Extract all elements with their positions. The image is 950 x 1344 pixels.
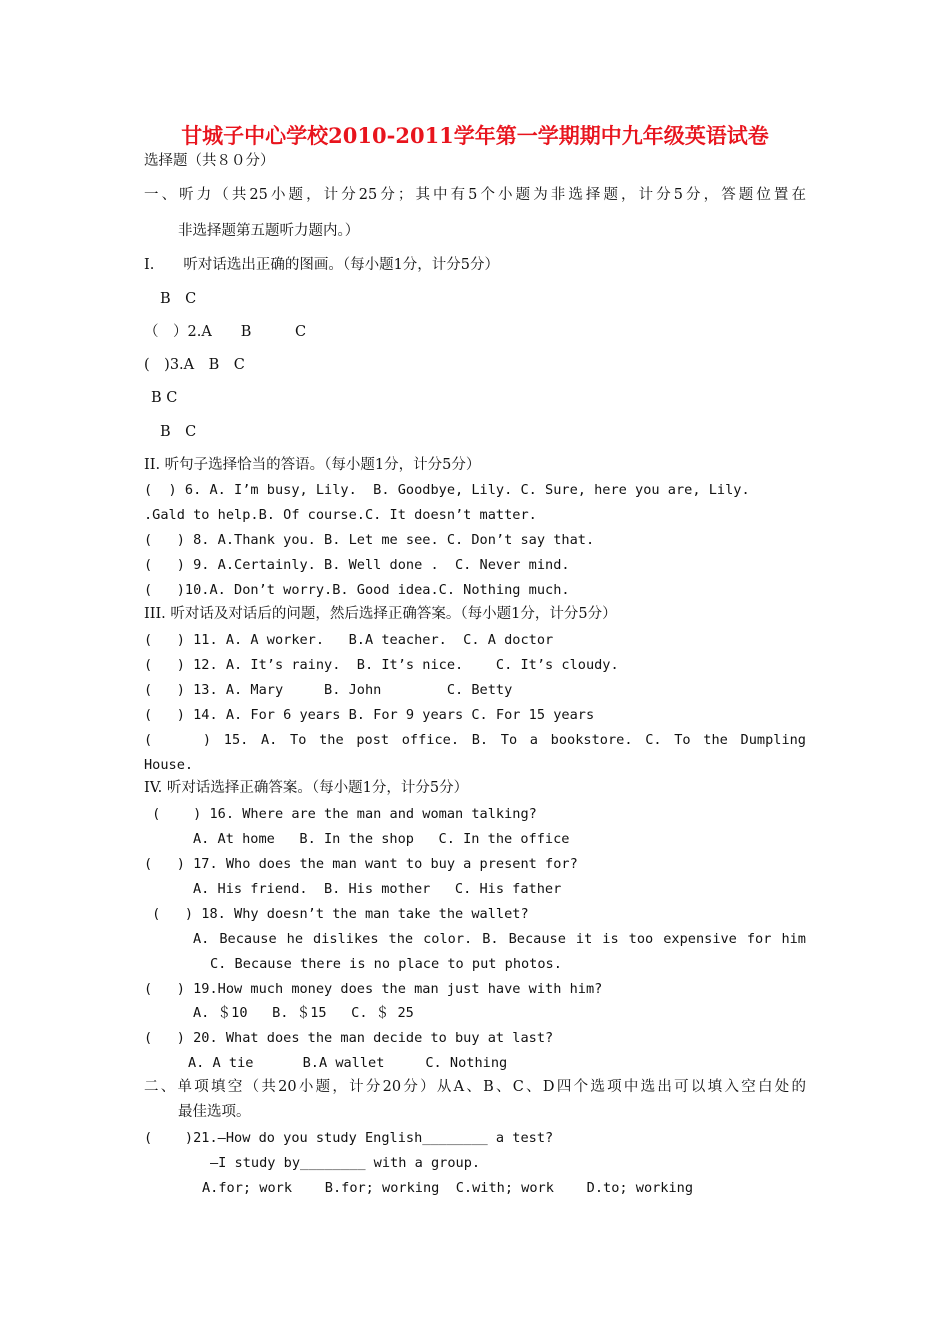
question-18: ( ) 18. Why doesn’t the man take the wallet? <box>144 906 529 922</box>
section-single-choice-heading: 二、单项填空（共20小题，计分20分）从A、B、C、D四个选项中选出可以填入空白处的 <box>144 1079 806 1095</box>
question-8: ( ) 8. A.Thank you. B. Let me see. C. Don’t say that. <box>144 532 595 548</box>
section-multiple-choice-heading: 选择题（共８０分） <box>144 153 275 169</box>
question-18-options: A. Because he dislikes the color. B. Because it is too expensive for him <box>193 931 806 947</box>
section-single-choice-heading-cont: 最佳选项。 <box>178 1104 251 1120</box>
question-2: （ ）2.A B C <box>144 324 307 340</box>
question-10: ( )10.A. Don’t worry.B. Good idea.C. Nothing much. <box>144 582 570 598</box>
question-14: ( ) 14. A. For 6 years B. For 9 years C. For 15 years <box>144 707 595 723</box>
question-20: ( ) 20. What does the man decide to buy at last? <box>144 1030 554 1046</box>
question-13: ( ) 13. A. Mary B. John C. Betty <box>144 682 513 698</box>
question-17-options: A. His friend. B. His mother C. His father <box>193 881 562 897</box>
question-21-response: —I study by________ with a group. <box>210 1155 481 1171</box>
question-7: .Gald to help.B. Of course.C. It doesn’t matter. <box>144 507 537 523</box>
question-5-options: B C <box>160 424 197 440</box>
question-19: ( ) 19.How much money does the man just have with him? <box>144 981 603 997</box>
question-21-options: A.for; work B.for; working C.with; work D.to; working <box>202 1180 694 1196</box>
exam-title: 甘城子中心学校2010-2011学年第一学期期中九年级英语试卷 <box>181 123 769 148</box>
question-20-options: A. A tie B.A wallet C. Nothing <box>188 1055 508 1071</box>
question-17: ( ) 17. Who does the man want to buy a present for? <box>144 856 578 872</box>
question-16-options: A. At home B. In the shop C. In the office <box>193 831 570 847</box>
question-16: ( ) 16. Where are the man and woman talking? <box>144 806 537 822</box>
question-15-cont: House. <box>144 757 194 773</box>
part-1-heading: I. 听对话选出正确的图画。（每小题1分，计分5分） <box>144 257 500 273</box>
question-3: ( )3.A B C <box>144 357 245 373</box>
question-9: ( ) 9. A.Certainly. B. Well done . C. Never mind. <box>144 557 570 573</box>
question-21: ( )21.—How do you study English________ a test? <box>144 1130 554 1146</box>
question-4-options: B C <box>151 390 178 406</box>
question-12: ( ) 12. A. It’s rainy. B. It’s nice. C. It’s cloudy. <box>144 657 619 673</box>
question-19-options: A. ＄10 B. ＄15 C. ＄ 25 <box>193 1005 414 1021</box>
section-listening-heading-cont: 非选择题第五题听力题内。） <box>178 223 360 239</box>
question-1-options: B C <box>160 291 197 307</box>
question-18-option-c: C. Because there is no place to put photos. <box>210 956 562 972</box>
part-4-heading: IV. 听对话选择正确答案。（每小题1分，计分5分） <box>144 780 469 796</box>
question-11: ( ) 11. A. A worker. B.A teacher. C. A doctor <box>144 632 554 648</box>
section-listening-heading: 一、听力（共25小题，计分25分；其中有5个小题为非选择题，计分5分，答题位置在 <box>144 187 806 203</box>
part-2-heading: II. 听句子选择恰当的答语。（每小题1分，计分5分） <box>144 457 481 473</box>
question-6: ( ) 6. A. I’m busy, Lily. B. Goodbye, Lily. C. Sure, here you are, Lily. <box>144 482 750 498</box>
question-15: ( ) 15. A. To the post office. B. To a bookstore. C. To the Dumpling <box>144 732 806 748</box>
part-3-heading: III. 听对话及对话后的问题，然后选择正确答案。（每小题1分，计分5分） <box>144 606 617 622</box>
